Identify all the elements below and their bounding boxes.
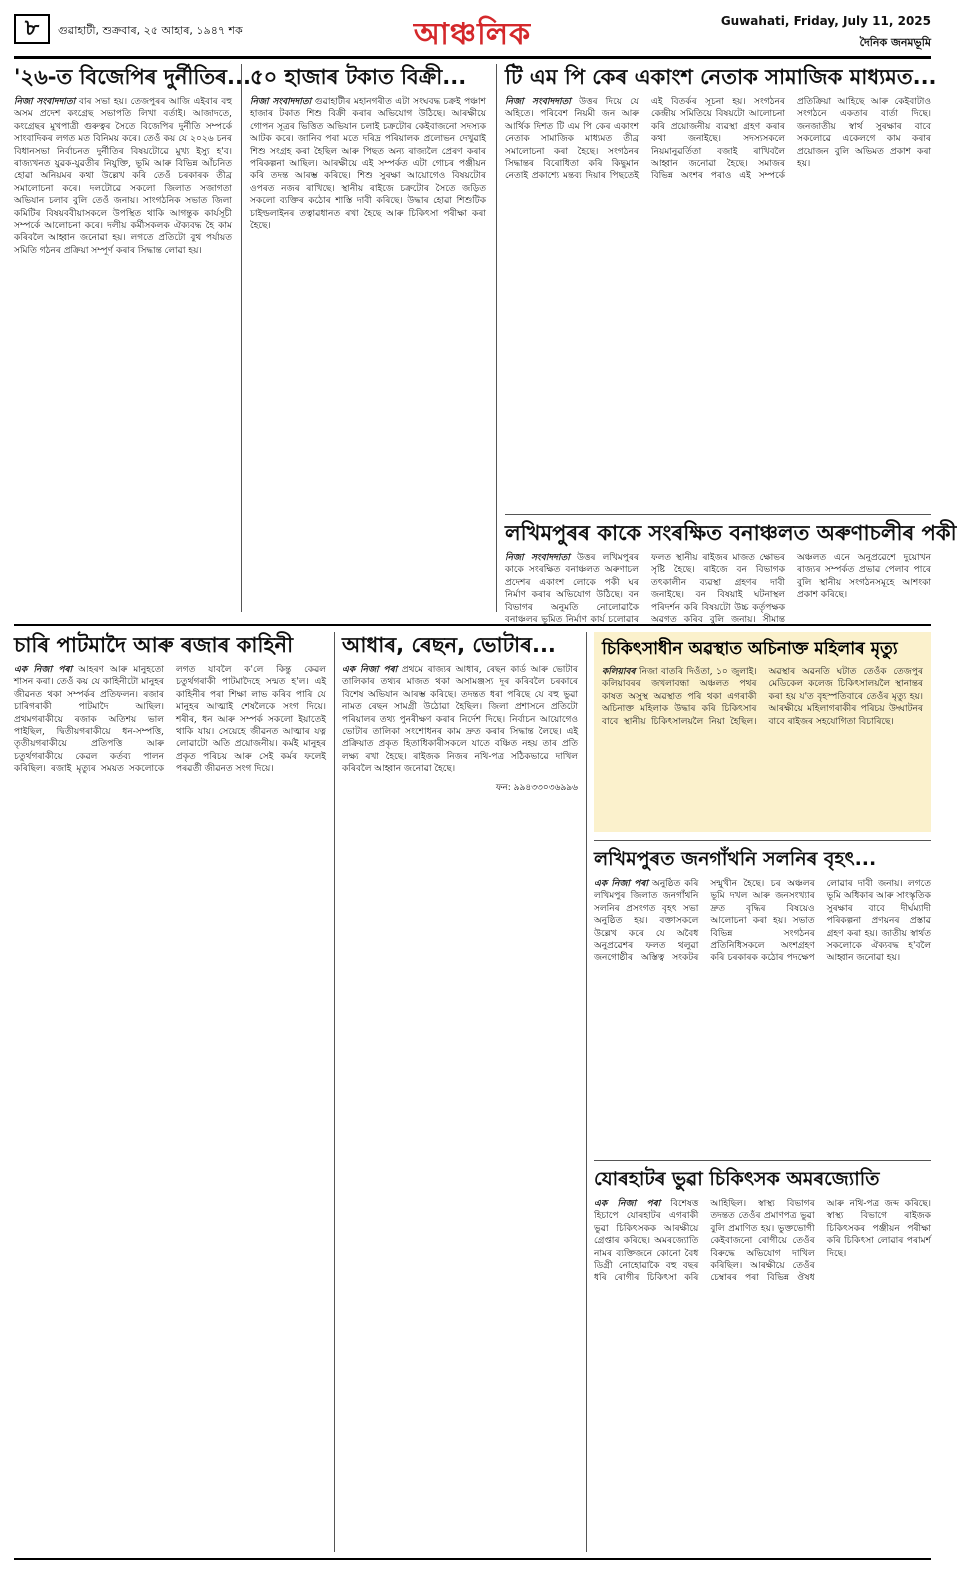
dateline: এক নিজা পৰা (14, 665, 73, 675)
headline-aadhaar: আধাৰ, ৰেছন, ভোটাৰ... (342, 633, 556, 657)
story-text: প্ৰথমে ৰাজ্যৰ আধাৰ, ৰেছন কাৰ্ড আৰু ভোটাৰ তালিকাৰ তথ্যৰ মাজত থকা অসামঞ্জস্য দূৰ কৰিবলৈ চৰকাৰে বিশেষ অভিযান আৰম্ভ কৰিছে। তদন্তত ধৰা পৰিছে যে বহু ভুৱা নামত ৰেছন সামগ্ৰী উঠোৱা হৈছিল। জিলা প্ৰশাসনে প্ৰতিটো পৰিয়ালৰ তথ্য পুনৰীক্ষণ কৰাৰ নিৰ্দেশ দিছে। নিৰ্বাচন আয়োগেও ভোটাৰ তালিকা সংশোধনৰ কাম দ্ৰুত কৰাৰ সিদ্ধান্ত লৈছে। এই প্ৰক্ৰিয়াত প্ৰকৃত হিতাধিকাৰীসকলে যাতে বঞ্চিত নহয় তাৰ প্ৰতি লক্ষ্য ৰখা হৈছে। ৰাইজক নিজৰ নথি-পত্ৰ সঠিকভাৱে দাখিল কৰিবলৈ আহ্বান জনোৱা হৈছে। (342, 665, 578, 775)
column-divider (496, 64, 497, 612)
headline-death: চিকিৎসাধীন অৱস্থাত অচিনাক্ত মহিলাৰ মৃত্যু (602, 639, 898, 659)
headline-bjp: '২৬-ত বিজেপিৰ দুৰ্নীতিৰ... (14, 65, 251, 89)
page-bottom-rule (14, 1558, 931, 1560)
story-patmadai (14, 632, 326, 1552)
story-doctor (594, 1166, 931, 1552)
headline-tmp: টি এম পি কেৰ একাংশ নেতাক সামাজিক মাধ্যমত... (505, 65, 937, 89)
column-divider (334, 632, 335, 1552)
body-bjp (14, 96, 232, 257)
headline-salin: লখিমপুৰত জনগাঁথনি সলনিৰ বৃহৎ... (594, 848, 877, 870)
masthead-rule (14, 56, 931, 59)
date-english: Guwahati, Friday, July 11, 2025 (720, 14, 931, 28)
body-bird (505, 552, 931, 626)
story-text: বাৰ সভা হয়। তেজপুৰৰ আজি এইবাৰ বহু অসম প্ৰদেশ কংগ্ৰেছ সভাপতি লিখা বৰ্তাই। আজাদতে, কংগ্ৰেছৰ মুখপাত্ৰী গুৰুত্বৰ সৈতে বিজেপিৰ দুৰ্নীতি সম্পৰ্কে সাংবাদিকৰ লগত মত বিনিময় কৰে। তেওঁ কয় যে ২০২৬ চনৰ বিধানসভা নিৰ্বাচনত দুৰ্নীতিৰ বিষয়টোৱে মুখ্য ইস্যু হ'ব। ৰাজ্যখনত যুৱক-যুৱতীৰ নিযুক্তি, ভূমি আৰু বিভিন্ন আঁচনিত হোৱা অনিয়মৰ কথা উল্লেখ কৰি তেওঁ চৰকাৰক তীব্ৰ সমালোচনা কৰে। দলটোৱে সকলো জিলাত সজাগতা অভিযান চলাব বুলি তেওঁ জনায়। সাংগঠনিক সভাত জিলা কমিটিৰ বিষয়ববীয়াসকলে উপস্থিত থাকি আগন্তুক কাৰ্যসূচী সম্পৰ্কে আলোচনা কৰে। দলীয় কৰ্মীসকলক ঐক্যবদ্ধ হৈ কাম কৰিবলৈ আহ্বান জনোৱা হয়। লগতে প্ৰতিটো বুথ পৰ্যায়ত সমিতি গঠনৰ প্ৰক্ৰিয়া সম্পূৰ্ণ কৰাৰ সিদ্ধান্ত লোৱা হয়। (14, 97, 232, 256)
dateline: কলিয়াবৰ (602, 667, 636, 677)
dateline: নিজা সংবাদদাতা (250, 97, 312, 107)
column-divider (241, 64, 242, 612)
story-salin (594, 846, 931, 1152)
story-aadhaar (342, 632, 578, 1552)
story-text: নিজা বাতৰি দিওঁতা, ১০ জুলাই। কলিয়াবৰৰ জখলাবন্ধা অঞ্চলত পথৰ কাষত অসুস্থ অৱস্থাত পৰি থকা এগৰাকী অচিনাক্ত মহিলাক উদ্ধাৰ কৰি চিকিৎসাৰ বাবে স্থানীয় চিকিৎসালয়লৈ নিয়া হৈছিল। অৱস্থাৰ অৱনতি ঘটাত তেওঁক তেজপুৰ মেডিকেল কলেজ চিকিৎসালয়লৈ স্থানান্তৰ কৰা হয় য'ত বৃহস্পতিবাৰে তেওঁৰ মৃত্যু হয়। আৰক্ষীয়ে মহিলাগৰাকীৰ পৰিচয় উদ্ঘাটনৰ বাবে ৰাইজৰ সহযোগিতা বিচাৰিছে। (602, 667, 923, 727)
body-tmp (505, 96, 931, 183)
dateline: নিজা সংবাদদাতা (14, 97, 76, 107)
story-text: উত্তৰ দিয়ে যে অহিতে। পৰিবেশ নিয়মী জন আৰু আৰ্থিক দিশত টি এম পি কেৰ একাংশ নেতাক সামাজিক মাধ্যমত তীব্ৰ সমালোচনা কৰা হৈছে। সংগঠনৰ সিদ্ধান্তৰ বিৰোধিতা কৰি কিছুমান নেতাই প্ৰকাশ্যে মন্তব্য দিয়াৰ পিছতেই এই বিতৰ্কৰ সূচনা হয়। সংগঠনৰ কেন্দ্ৰীয় সমিতিয়ে বিষয়টো আলোচনা কৰি প্ৰয়োজনীয় ব্যৱস্থা গ্ৰহণ কৰাৰ কথা জনাইছে। সদস্যসকলে নিয়মানুৱৰ্তিতা বজাই ৰাখিবলৈ আহ্বান জনোৱা হৈছে। সমাজৰ বিভিন্ন অংশৰ পৰাও এই সম্পৰ্কে প্ৰতিক্ৰিয়া আহিছে আৰু কেইবাটাও সংগঠনে একতাৰ বাৰ্তা দিছে। জনজাতীয় স্বাৰ্থ সুৰক্ষাৰ বাবে সকলোৱে একেলগে কাম কৰাৰ প্ৰয়োজন বুলি অভিমত প্ৰকাশ কৰা হয়। (505, 97, 931, 182)
section-divider (594, 1160, 931, 1161)
section-divider (594, 840, 931, 841)
body-aadhaar (342, 664, 578, 776)
dateline: এক নিজা পৰা (342, 665, 398, 675)
section-divider (505, 514, 931, 515)
headline-bird: লখিমপুৰৰ কাকে সংৰক্ষিত বনাঞ্চলত অৰুণাচলীৰ পকী (505, 521, 957, 545)
story-tmp (505, 64, 937, 510)
column-divider (586, 632, 587, 1552)
story-bjp (14, 64, 251, 612)
story-fifty (250, 64, 486, 612)
story-bird (505, 520, 957, 626)
headline-patmadai: চাৰি পাটমাদৈ আৰু ৰজাৰ কাহিনী (14, 633, 294, 657)
headline-fifty: ৫০ হাজাৰ টকাত বিক্ৰী... (250, 65, 467, 89)
body-patmadai (14, 664, 326, 776)
page-number: ৮ (14, 14, 50, 44)
dateline: নিজা সংবাদদাতা (505, 97, 571, 107)
dateline: এক নিজা পৰা (594, 879, 649, 889)
story-text: গুৱাহাটীৰ মহানগৰীত এটা সংঘবদ্ধ চক্ৰই পঞ্চাশ হাজাৰ টকাত শিশু বিক্ৰী কৰাৰ অভিযোগ উঠিছে। আৰক্ষীয়ে গোপন সূত্ৰৰ ভিত্তিত অভিযান চলাই চক্ৰটোৰ কেইবাজনো সদস্যক আটক কৰে। জানিব পৰা মতে দৰিদ্ৰ পৰিয়ালক প্ৰলোভন দেখুৱাই শিশু সংগ্ৰহ কৰা হৈছিল আৰু পিছত অন্য ৰাজ্যলৈ প্ৰেৰণ কৰাৰ পৰিকল্পনা আছিল। আৰক্ষীয়ে এই সম্পৰ্কত এটা গোচৰ পঞ্জীয়ন কৰি তদন্ত আৰম্ভ কৰিছে। শিশু সুৰক্ষা আয়োগেও বিষয়টোৰ ওপৰত নজৰ ৰাখিছে। স্থানীয় ৰাইজে চক্ৰটোৰ সৈতে জড়িত সকলো ব্যক্তিৰ কঠোৰ শাস্তি দাবী কৰিছে। উদ্ধাৰ হোৱা শিশুটিক চাইল্ডলাইনৰ তত্বাৱধানত ৰখা হৈছে আৰু চিকিৎসা পৰীক্ষা কৰা হৈছে। (250, 97, 486, 232)
story-text: অনুষ্ঠিত কৰি লখিমপুৰ জিলাত জনগাঁথনি সলনিৰ প্ৰসংগত বৃহৎ সভা অনুষ্ঠিত হয়। বক্তাসকলে উল্লেখ কৰে যে অবৈধ অনুপ্ৰৱেশৰ ফলত থলুৱা জনগোষ্ঠীৰ অস্তিত্ব সংকটৰ সন্মুখীন হৈছে। চৰ অঞ্চলৰ ভূমি দখল আৰু জনসংখ্যাৰ দ্ৰুত বৃদ্ধিৰ বিষয়েও আলোচনা কৰা হয়। সভাত বিভিন্ন সংগঠনৰ প্ৰতিনিধিসকলে অংশগ্ৰহণ কৰি চৰকাৰক কঠোৰ পদক্ষেপ লোৱাৰ দাবী জনায়। লগতে ভূমি অধিকাৰ আৰু সাংস্কৃতিক সুৰক্ষাৰ বাবে দীৰ্ঘম্যাদী পৰিকল্পনা প্ৰণয়নৰ প্ৰস্তাৱ গ্ৰহণ কৰা হয়। জাতীয় স্বাৰ্থত সকলোকে ঐক্যবদ্ধ হ'বলৈ আহ্বান জনোৱা হয়। (594, 879, 931, 964)
dateline: এক নিজা পৰা (594, 1199, 661, 1209)
story-text: উত্তৰ লখিমপুৰৰ কাকে সংৰক্ষিত বনাঞ্চলত অৰুণাচল প্ৰদেশৰ একাংশ লোকে পকী ঘৰ নিৰ্মাণ কৰাৰ অভিযোগ উঠিছে। বন বিভাগৰ অনুমতি নোলোৱাকৈ বনাঞ্চলৰ ভূমিত নিৰ্মাণ কাৰ্য চলোৱাৰ ফলত স্থানীয় ৰাইজৰ মাজত ক্ষোভৰ সৃষ্টি হৈছে। ৰাইজে বন বিভাগক তৎকালীন ব্যৱস্থা গ্ৰহণৰ দাবী জনাইছে। বন বিষয়াই ঘটনাস্থল পৰিদৰ্শন কৰি বিষয়টো উচ্চ কৰ্তৃপক্ষক অৱগত কৰিব বুলি জনায়। সীমান্ত অঞ্চলত এনে অনুপ্ৰৱেশে দুয়োখন ৰাজ্যৰ সম্পৰ্কত প্ৰভাৱ পেলাব পাৰে বুলি স্থানীয় সংগঠনসমূহে আশংকা প্ৰকাশ কৰিছে। (505, 553, 931, 626)
section-divider (14, 624, 931, 626)
dateline: নিজা সংবাদদাতা (505, 553, 570, 563)
masthead (14, 8, 931, 54)
story-text: বিশেষত্ত হিচাপে যোৰহাটৰ এগৰাকী ভুৱা চিকিৎসকক আৰক্ষীয়ে গ্ৰেপ্তাৰ কৰিছে। অমৰজ্যোতি নামৰ ব্যক্তিজনে কোনো বৈধ ডিগ্ৰী নোহোৱাকৈ বহু বছৰ ধৰি ৰোগীৰ চিকিৎসা কৰি আহিছিল। স্বাস্থ্য বিভাগৰ তদন্তত তেওঁৰ প্ৰমাণপত্ৰ ভুৱা বুলি প্ৰমাণিত হয়। ভুক্তভোগী কেইবাজনো ৰোগীয়ে তেওঁৰ বিৰুদ্ধে অভিযোগ দাখিল কৰিছিল। আৰক্ষীয়ে তেওঁৰ চেম্বাৰৰ পৰা বিভিন্ন ঔষধ আৰু নথি-পত্ৰ জব্দ কৰিছে। স্বাস্থ্য বিভাগে ৰাইজক চিকিৎসকৰ পঞ্জীয়ন পৰীক্ষা কৰি চিকিৎসা লোৱাৰ পৰামৰ্শ দিছে। (594, 1199, 931, 1284)
story-death (594, 632, 931, 832)
story-text: আহৰণ আৰু মানুহতো শাসন কৰা। তেওঁ কয় যে কাহিনীটো মানুহৰ জীৱনত থকা সম্পৰ্কৰ প্ৰতিফলন। ৰজাৰ চাৰিগৰাকী পাটমাদৈ আছিল। প্ৰথমগৰাকীয়ে ৰজাক অতিশয় ভাল পাইছিল, দ্বিতীয়গৰাকীয়ে ধন-সম্পত্তি, তৃতীয়গৰাকীয়ে প্ৰতিপত্তি আৰু চতুৰ্থগৰাকীয়ে কেৱল কৰ্তব্য পালন কৰিছিল। ৰজাই মৃত্যুৰ সময়ত সকলোকে লগত যাবলৈ ক'লে কিন্তু কেৱল চতুৰ্থগৰাকী পাটমাদৈহে সন্মত হ'ল। এই কাহিনীৰ পৰা শিক্ষা লাভ কৰিব পাৰি যে মানুহৰ আত্মাই শেষলৈকে সংগ দিয়ে। শৰীৰ, ধন আৰু সম্পৰ্ক সকলো ইয়াতেই থাকি যায়। সেয়েহে জীৱনত আত্মাৰ যত্ন লোৱাটো অতি প্ৰয়োজনীয়। কৰ্মই মানুহৰ প্ৰকৃত পৰিচয় আৰু সেই কৰ্মৰ ফলেই পৰৱৰ্তী জীৱনত সংগ দিয়ে। (14, 665, 326, 775)
body-salin (594, 878, 931, 965)
date-bengali: গুৱাহাটী, শুক্ৰবাৰ, ২৫ আহাৰ, ১৯৪৭ শক (58, 24, 243, 37)
paper-name: দৈনিক জনমভূমি (859, 36, 931, 49)
contact-line: ফন: ৯৯৪৩৩০৩৬৯৯৬ (495, 782, 578, 793)
body-doctor (594, 1198, 931, 1285)
body-death (602, 666, 923, 728)
body-fifty (250, 96, 486, 232)
section-brand: আঞ্চলিক (413, 17, 532, 52)
headline-doctor: যোৰহাটৰ ভুৱা চিকিৎসক অমৰজ্যোতি (594, 1168, 880, 1190)
